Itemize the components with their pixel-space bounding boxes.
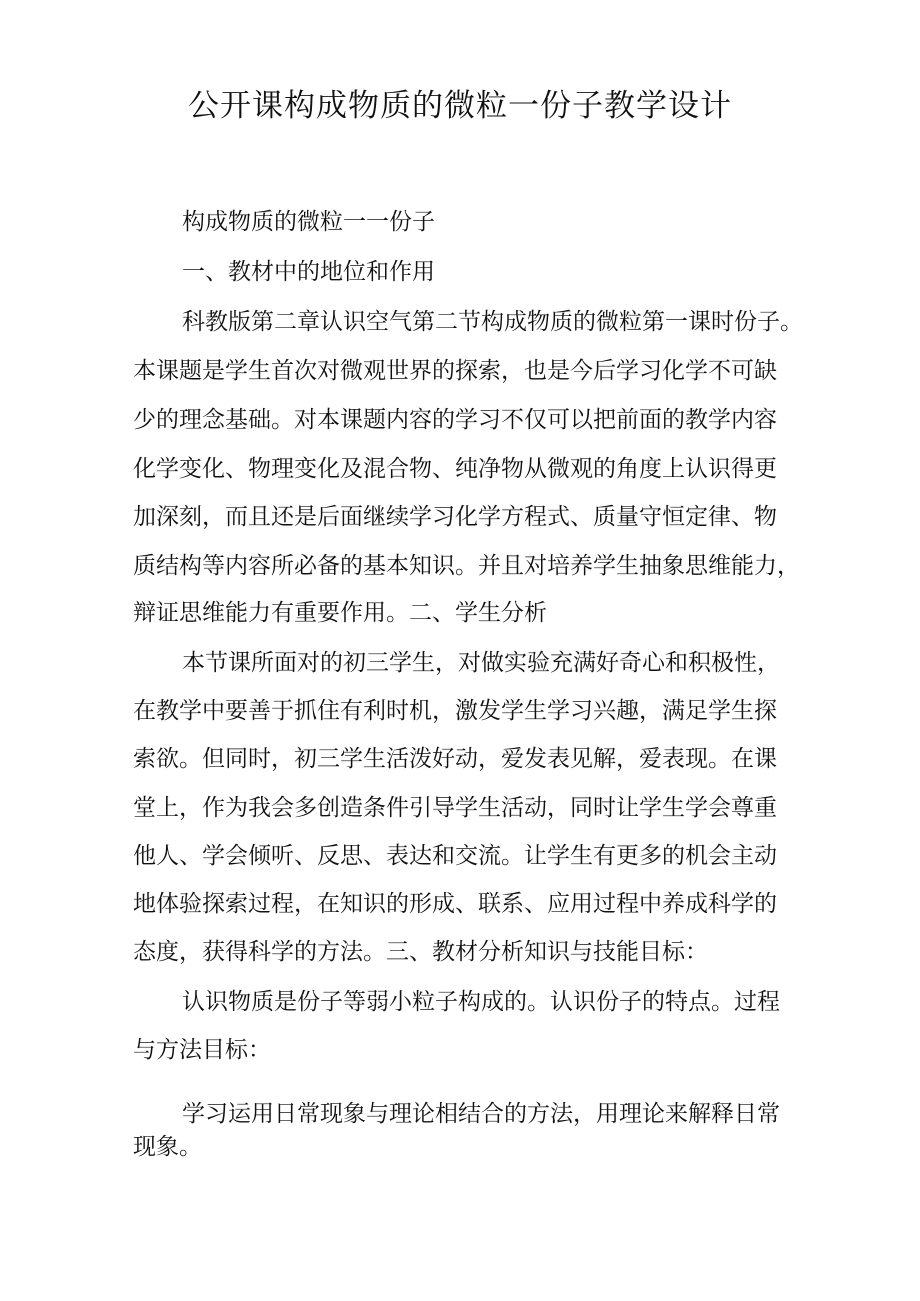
text-line: 在教学中要善于抓住有利时机，激发学生学习兴趣，满足学生探 (133, 698, 777, 724)
text-line: 现象。 (133, 1134, 202, 1160)
section-heading: 一、教材中的地位和作用 (182, 259, 435, 285)
text-line: 本课题是学生首次对微观世界的探索，也是今后学习化学不可缺 (133, 358, 777, 384)
text-line: 学习运用日常现象与理论相结合的方法，用理论来解释日常 (182, 1101, 780, 1127)
text-line: 他人、学会倾听、反思、表达和交流。让学生有更多的机会主动 (133, 843, 777, 869)
document-title: 公开课构成物质的微粒一份子教学设计 (188, 88, 732, 124)
text-line: 科教版第二章认识空气第二节构成物质的微粒第一课时份子。 (182, 309, 803, 335)
text-line: 少的理念基础。对本课题内容的学习不仅可以把前面的教学内容 (133, 407, 777, 433)
text-line: 加深刻，而且还是后面继续学习化学方程式、质量守恒定律、物 (133, 504, 777, 530)
text-line: 化学变化、物理变化及混合物、纯净物从微观的角度上认识得更 (133, 456, 777, 482)
text-line: 地体验探索过程，在知识的形成、联系、应用过程中养成科学的 (133, 891, 777, 917)
text-line: 堂上，作为我会多创造条件引导学生活动，同时让学生学会尊重 (133, 795, 777, 821)
text-line: 辩证思维能力有重要作用。二、学生分析 (133, 600, 547, 626)
text-line: 态度，获得科学的方法。三、教材分析知识与技能目标： (133, 939, 708, 965)
text-line: 质结构等内容所必备的基本知识。并且对培养学生抽象思维能力， (133, 553, 800, 579)
text-line: 构成物质的微粒一一份子 (182, 209, 435, 235)
text-line: 认识物质是份子等弱小粒子构成的。认识份子的特点。过程 (182, 989, 780, 1015)
text-line: 索欲。但同时，初三学生活泼好动，爱发表见解，爱表现。在课 (133, 746, 777, 772)
text-line: 与方法目标： (133, 1037, 271, 1063)
text-line: 本节课所面对的初三学生，对做实验充满好奇心和积极性， (182, 650, 780, 676)
